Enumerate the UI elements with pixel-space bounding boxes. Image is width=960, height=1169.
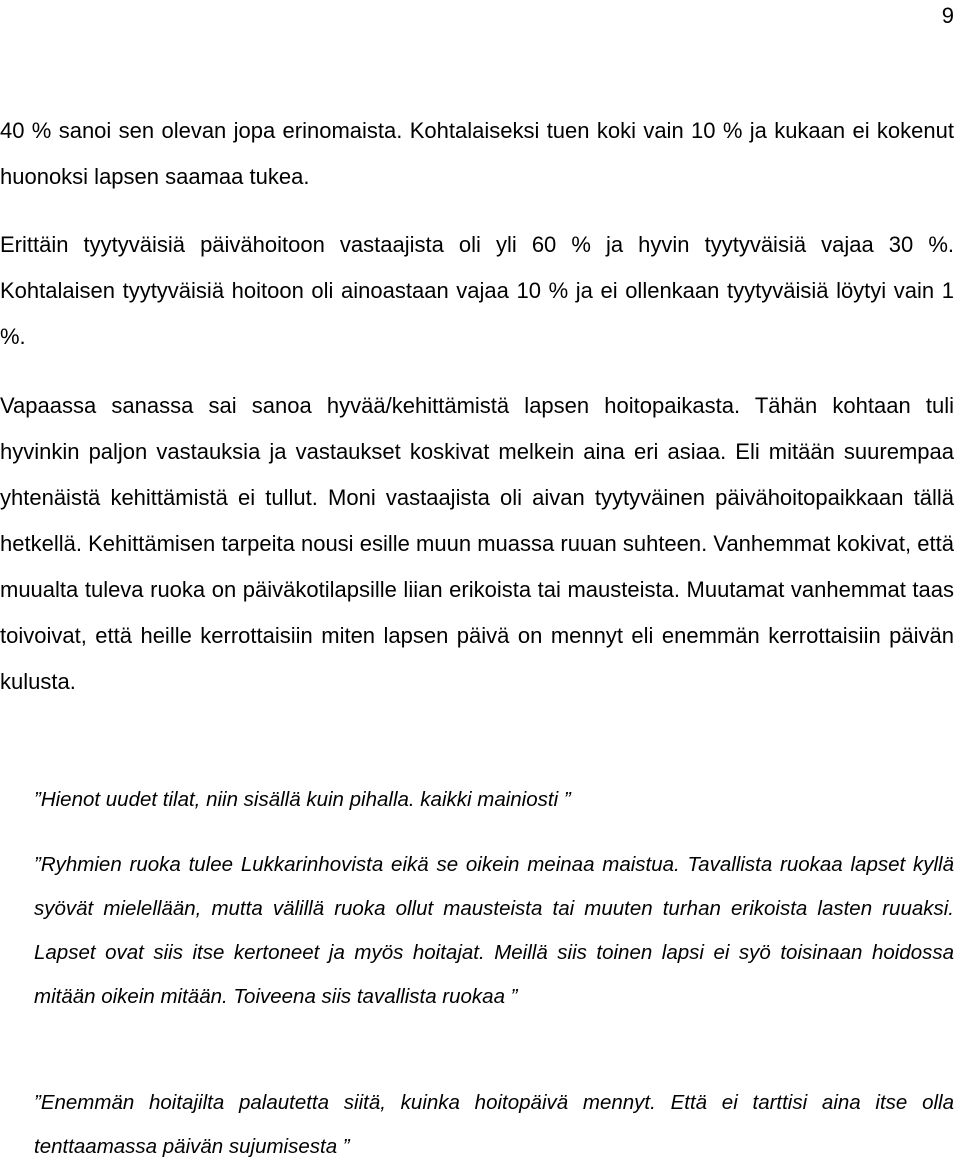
respondent-quote: ”Enemmän hoitajilta palautetta siitä, kuinka hoitopäivä mennyt. Että ei tarttisi aina itse olla tenttaamassa päivän sujumisesta ” (34, 1091, 954, 1158)
body-paragraph-open-feedback: Vapaassa sanassa sai sanoa hyvää/kehittämistä lapsen hoitopaikasta. Tähän kohtaan tuli hyvinkin paljon vastauksia ja vastaukset koskivat melkein aina eri asiaa. Eli mitään suurempaa yhtenäistä kehittämistä ei tullut. Moni vastaajista oli aivan tyytyväinen päivähoitopaikkaan tällä hetkellä. Kehittämisen tarpeita nousi esille muun muassa ruuan suhteen. Vanhemmat kokivat, että muualta tuleva ruoka on päiväkotilapsille liian erikoista tai mausteista. Muutamat vanhemmat taas toivoivat, että heille kerrottaisiin miten lapsen päivä on mennyt eli enemmän kerrottaisiin päivän kulusta. (0, 393, 954, 694)
body-paragraph-satisfaction: Erittäin tyytyväisiä päivähoitoon vastaajista oli yli 60 % ja hyvin tyytyväisiä vajaa 30 %. Kohtalaisen tyytyväisiä hoitoon oli ainoastaan vajaa 10 % ja ei ollenkaan tyytyväisiä löytyi vain 1 %. (0, 232, 954, 349)
page-number: 9 (941, 3, 954, 28)
body-paragraph-support: 40 % sanoi sen olevan jopa erinomaista. Kohtalaiseksi tuen koki vain 10 % ja kukaan ei kokenut huonoksi lapsen saamaa tukea. (0, 118, 954, 189)
respondent-quote: ”Hienot uudet tilat, niin sisällä kuin pihalla. kaikki mainiosti ” (34, 788, 571, 811)
respondent-quote: ”Ryhmien ruoka tulee Lukkarinhovista eikä se oikein meinaa maistua. Tavallista ruokaa lapset kyllä syövät mielellään, mutta välillä ruoka ollut mausteista tai muuten turhan erikoista lasten ruuaksi. Lapset ovat siis itse kertoneet ja myös hoitajat. Meillä siis toinen lapsi ei syö toisinaan hoidossa mitään oikein mitään. Toiveena siis tavallista ruokaa ” (34, 853, 954, 1008)
